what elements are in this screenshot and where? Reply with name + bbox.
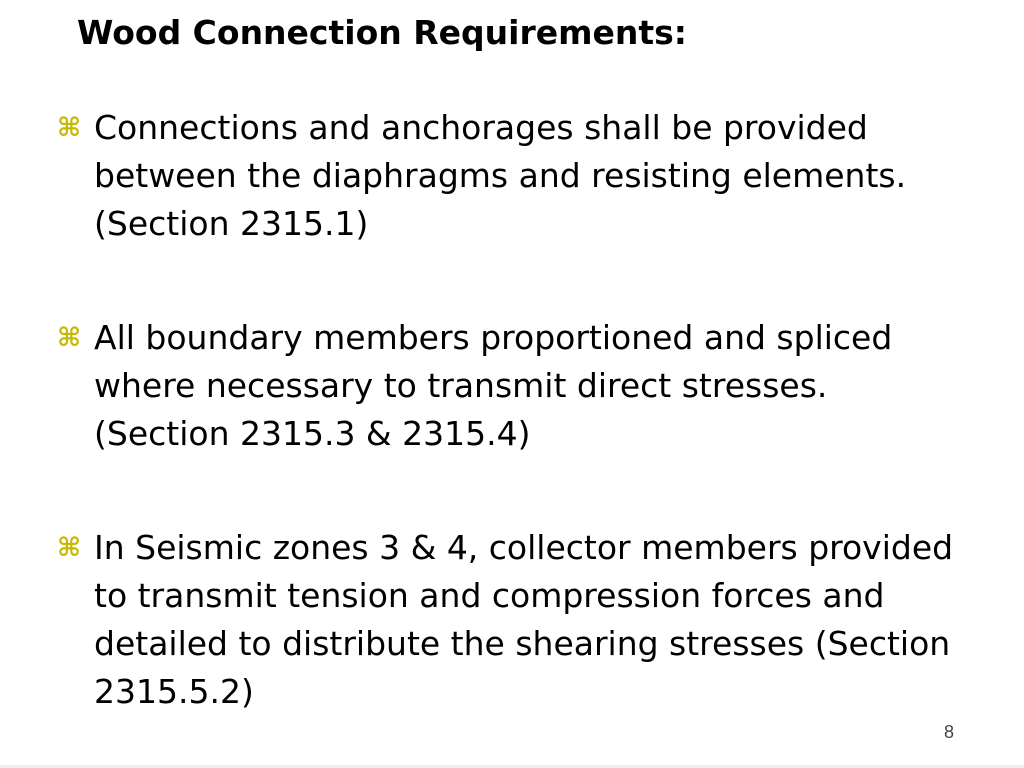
command-key-bullet-icon: ⌘ [57, 323, 82, 353]
bullet-item [57, 314, 957, 458]
command-key-bullet-icon: ⌘ [57, 113, 82, 143]
bullet-item [57, 104, 957, 248]
bullet-text: All boundary members proportioned and spliced where necessary to transmit direct stresses. (Section 2315.3 & 2315.4) [94, 318, 893, 453]
slide-title: Wood Connection Requirements: [77, 13, 687, 52]
command-key-bullet-icon: ⌘ [57, 533, 82, 563]
bullet-text: Connections and anchorages shall be provided between the diaphragms and resisting elements. (Section 2315.1) [94, 108, 907, 243]
bullet-item [57, 524, 957, 716]
bullet-text: In Seismic zones 3 & 4, collector members provided to transmit tension and compression forces and detailed to distribute the shearing stresses (Section 2315.5.2) [94, 528, 954, 711]
page-number: 8 [943, 722, 954, 742]
